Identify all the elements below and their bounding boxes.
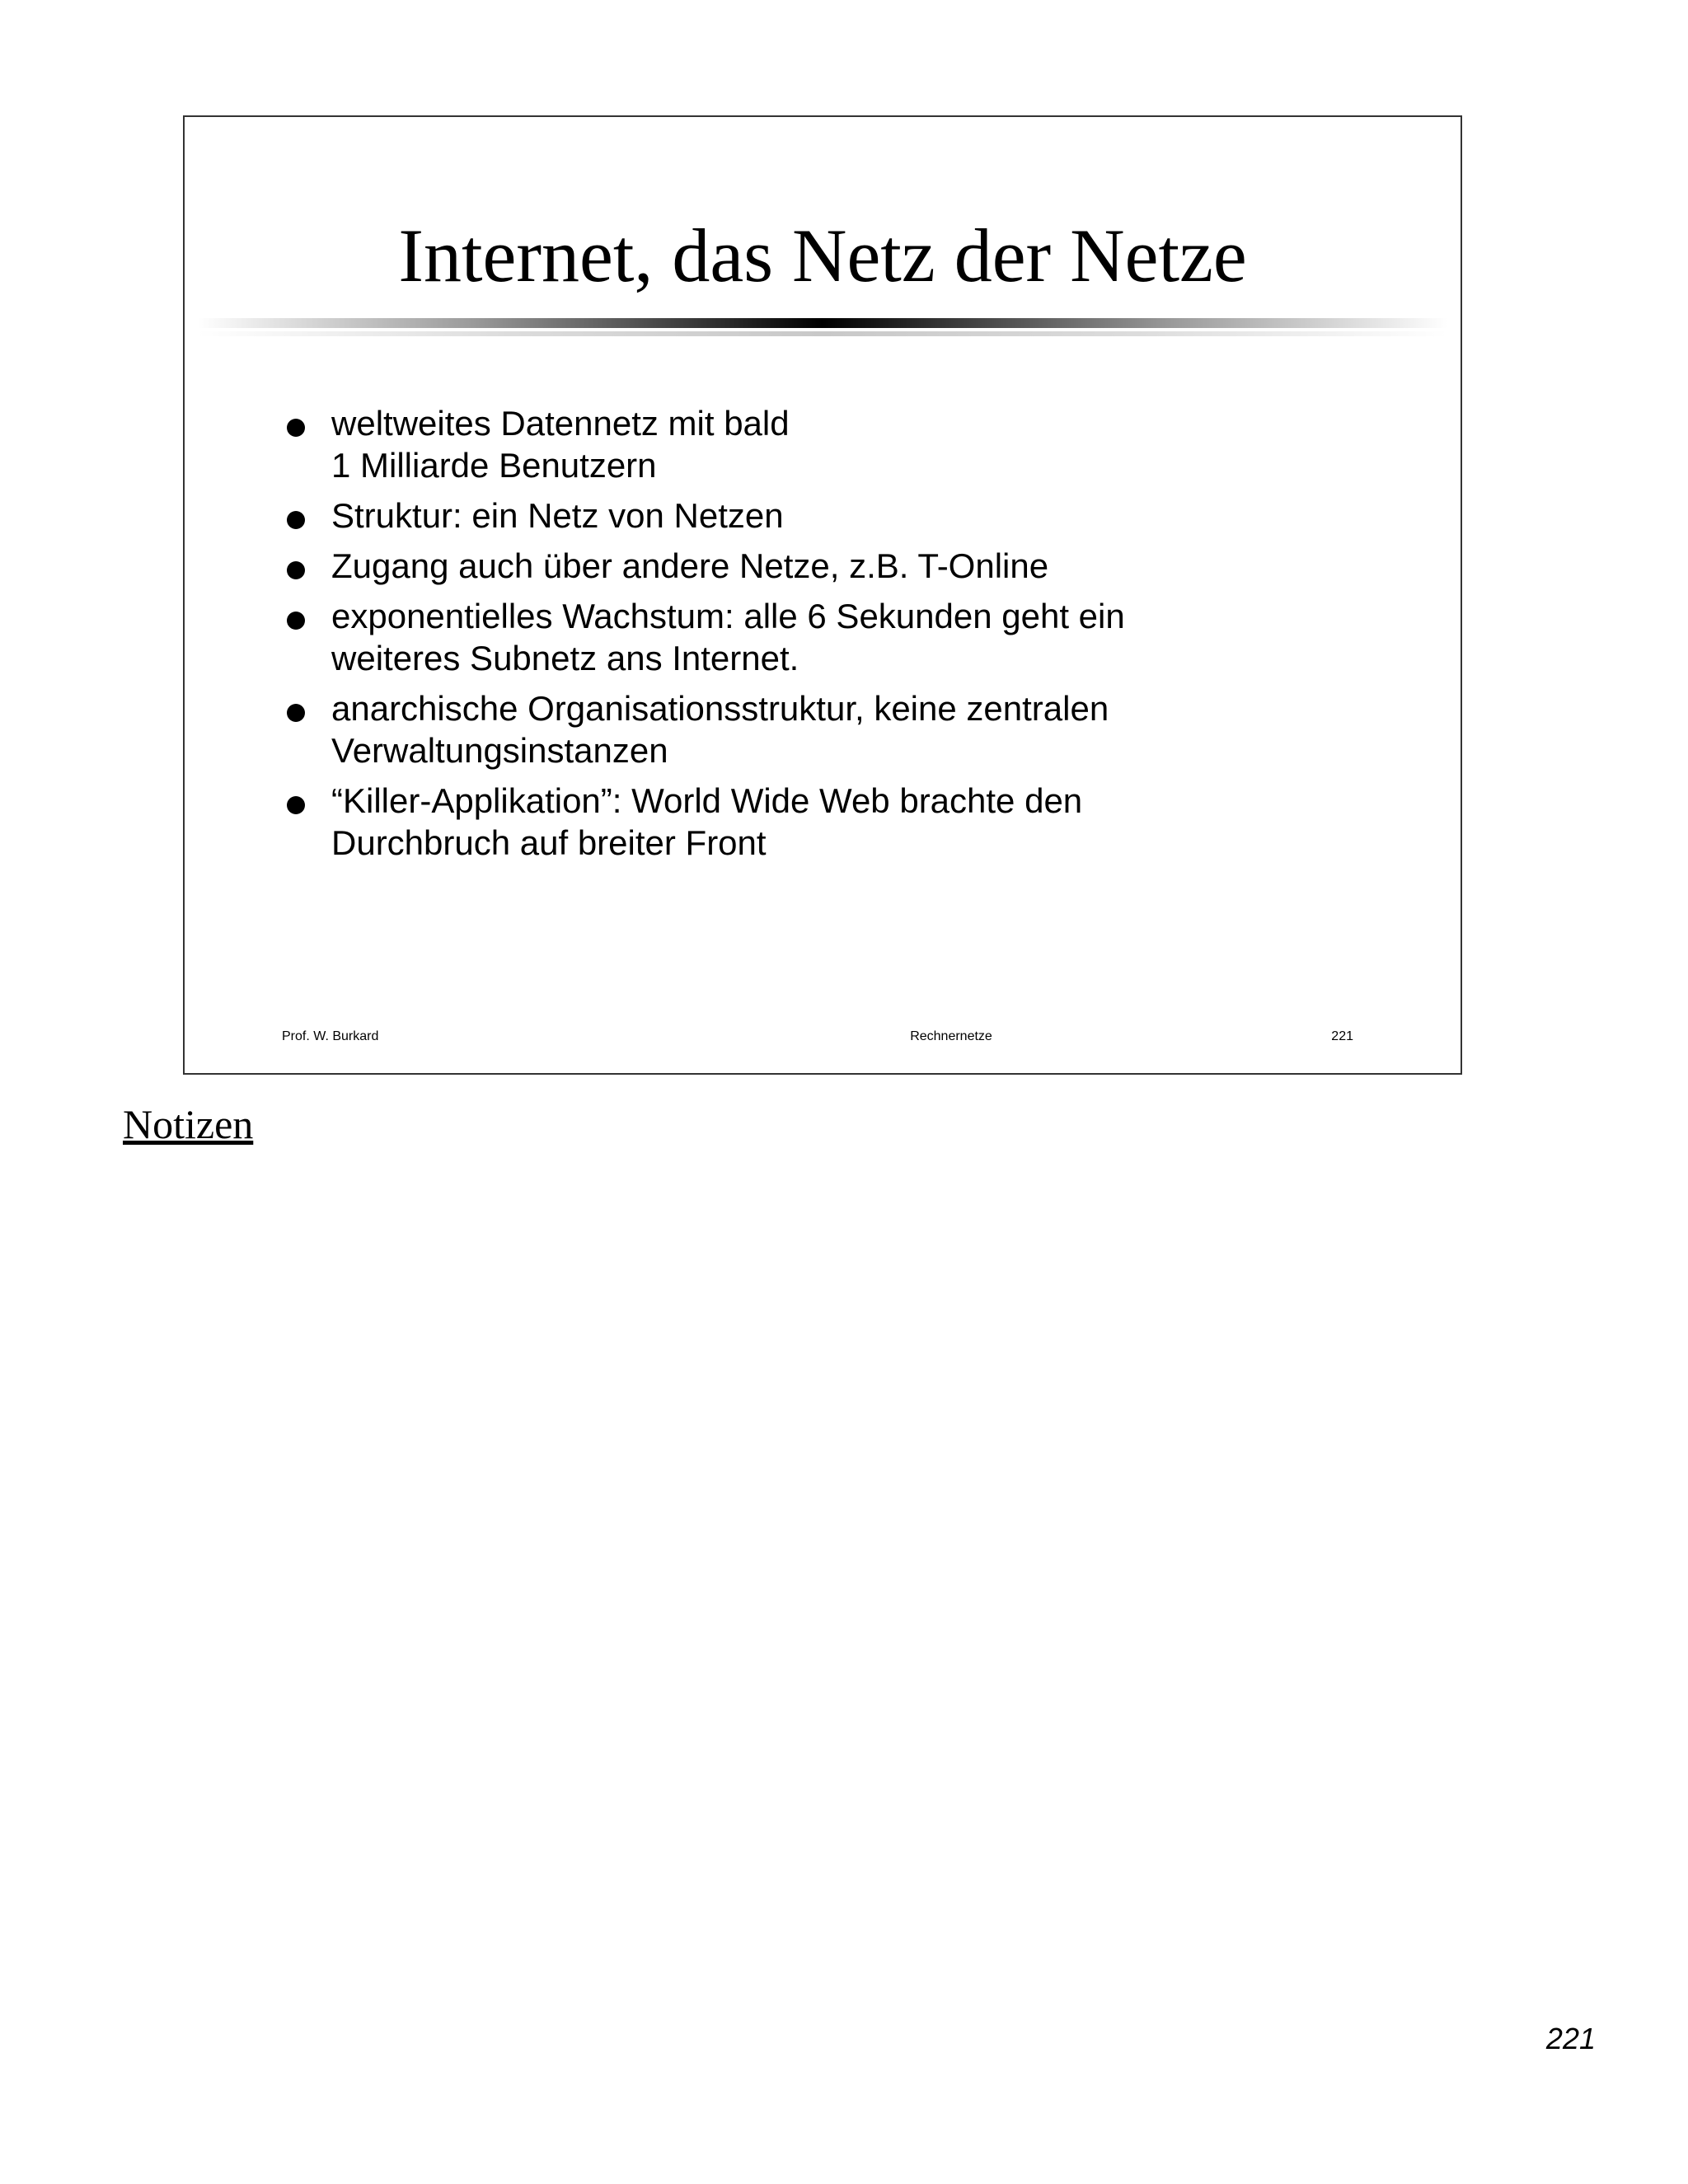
bullet-dot-icon bbox=[287, 612, 305, 630]
bullet-text-line: “Killer-Applikation”: World Wide Web brachte den bbox=[331, 781, 1083, 820]
title-divider-shadow bbox=[198, 331, 1447, 336]
list-item bbox=[282, 687, 1386, 771]
bullet-text-line: exponentielles Wachstum: alle 6 Sekunden geht ein bbox=[331, 597, 1125, 635]
bullet-text-line: Durchbruch auf breiter Front bbox=[331, 823, 767, 862]
footer-slide-number: 221 bbox=[1331, 1029, 1353, 1043]
bullet-dot-icon bbox=[287, 704, 305, 722]
slide-frame bbox=[183, 115, 1462, 1075]
list-item bbox=[282, 595, 1386, 679]
bullet-dot-icon bbox=[287, 561, 305, 579]
bullet-list bbox=[282, 402, 1386, 872]
bullet-text-line: Verwaltungsinstanzen bbox=[331, 731, 668, 770]
bullet-dot-icon bbox=[287, 796, 305, 814]
page-number: 221 bbox=[1545, 2022, 1596, 2055]
notes-heading: Notizen bbox=[123, 1101, 254, 1147]
bullet-text-line: weltweites Datennetz mit bald bbox=[331, 404, 790, 443]
bullet-dot-icon bbox=[287, 419, 305, 437]
bullet-text-line: Zugang auch über andere Netze, z.B. T-Online bbox=[331, 546, 1049, 585]
slide-title: Internet, das Netz der Netze bbox=[398, 213, 1247, 298]
list-item bbox=[282, 494, 1386, 537]
bullet-text-line: 1 Milliarde Benutzern bbox=[331, 446, 657, 485]
title-divider bbox=[198, 318, 1447, 328]
list-item bbox=[282, 545, 1386, 587]
list-item bbox=[282, 402, 1386, 486]
bullet-text-line: weiteres Subnetz ans Internet. bbox=[331, 639, 799, 677]
bullet-dot-icon bbox=[287, 511, 305, 529]
list-item bbox=[282, 780, 1386, 864]
footer-course: Rechnernetze bbox=[910, 1029, 992, 1043]
footer-author: Prof. W. Burkard bbox=[282, 1029, 379, 1043]
bullet-text-line: Struktur: ein Netz von Netzen bbox=[331, 496, 784, 535]
bullet-text-line: anarchische Organisationsstruktur, keine zentralen bbox=[331, 689, 1109, 728]
